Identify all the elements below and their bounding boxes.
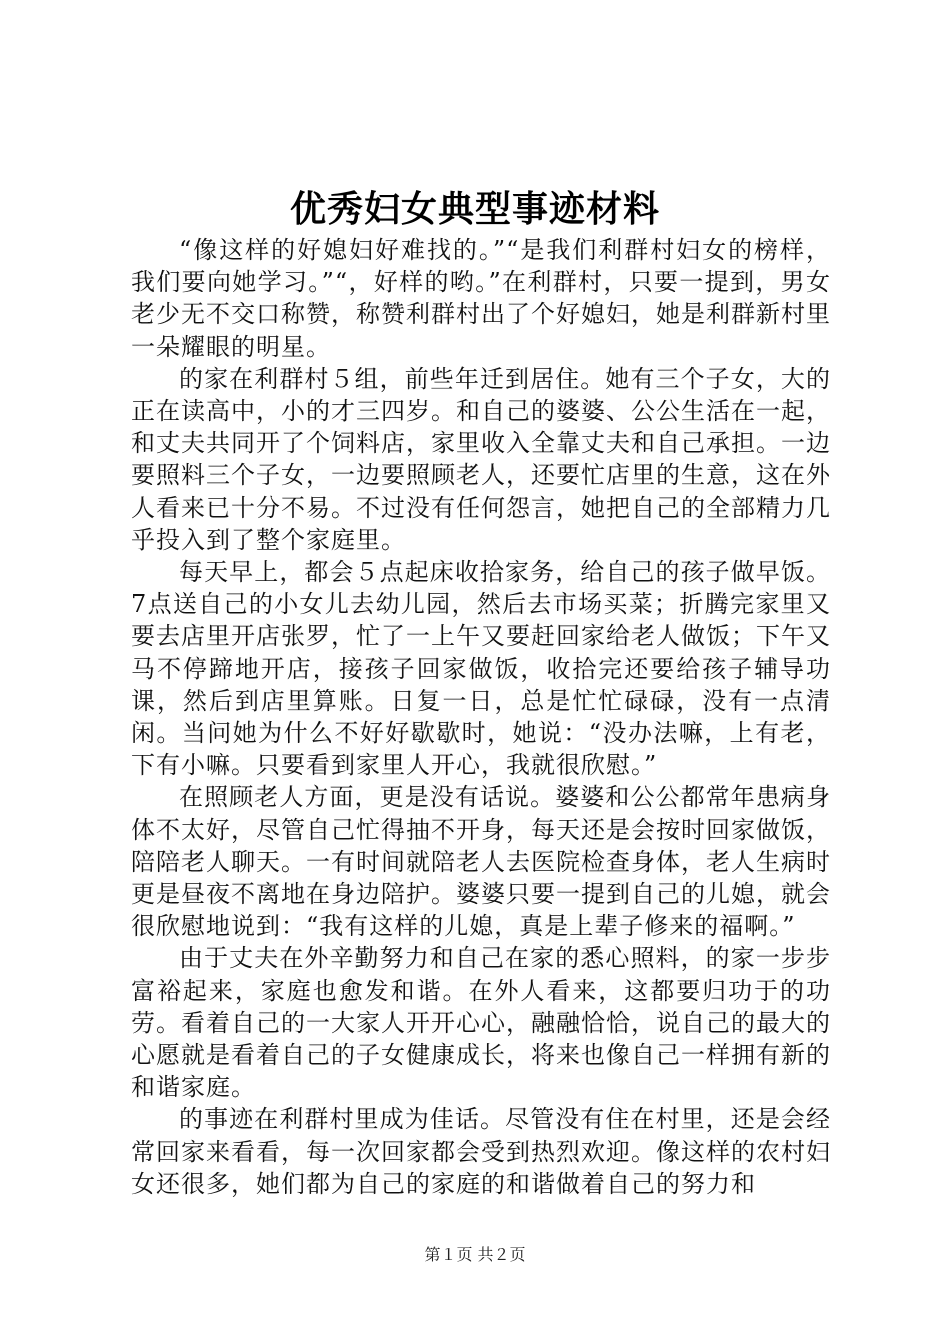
document-body [131, 234, 831, 1200]
paragraph: 由于丈夫在外辛勤努力和自己在家的悉心照料，的家一步步富裕起来，家庭也愈发和谐。在外人看来，这都要归功于的功劳。看着自己的一大家人开开心心，融融恰恰，说自己的最大的心愿就是看着自己的子女健康成长，将来也像自己一样拥有新的和谐家庭。 [131, 944, 831, 1102]
paragraph: 的事迹在利群村里成为佳话。尽管没有住在村里，还是会经常回家来看看，每一次回家都会受到热烈欢迎。像这样的农村妇女还很多，她们都为自己的家庭的和谐做着自己的努力和 [131, 1105, 831, 1198]
page-number-footer: 第１页 共２页 [424, 1245, 526, 1264]
document-title: 优秀妇女典型事迹材料 [289, 188, 660, 230]
paragraph: “像这样的好媳妇好难找的。”“是我们利群村妇女的榜样，我们要向她学习。”“，好样的哟。”在利群村，只要一提到，男女老少无不交口称赞，称赞利群村出了个好媳妇，她是利群新村里一朵耀眼的明星。 [131, 236, 831, 361]
paragraph: 的家在利群村５组，前些年迁到居住。她有三个子女，大的正在读高中，小的才三四岁。和自己的婆婆、公公生活在一起，和丈夫共同开了个饲料店，家里收入全靠丈夫和自己承担。一边要照料三个子女，一边要照顾老人，还要忙店里的生意，这在外人看来已十分不易。不过没有任何怨言，她把自己的全部精力几乎投入到了整个家庭里。 [131, 364, 831, 554]
paragraph: 每天早上，都会５点起床收拾家务，给自己的孩子做早饭。7点送自己的小女儿去幼儿园，然后去市场买菜；折腾完家里又要去店里开店张罗，忙了一上午又要赶回家给老人做饭；下午又马不停蹄地开店，接孩子回家做饭，收拾完还要给孩子辅导功课，然后到店里算账。日复一日，总是忙忙碌碌，没有一点清闲。当问她为什么不好好歇歇时，她说：“没办法嘛，上有老，下有小嘛。只要看到家里人开心，我就很欣慰。” [131, 558, 831, 780]
paragraph: 在照顾老人方面，更是没有话说。婆婆和公公都常年患病身体不太好，尽管自己忙得抽不开身，每天还是会按时回家做饭，陪陪老人聊天。一有时间就陪老人去医院检查身体，老人生病时更是昼夜不离地在身边陪护。婆婆只要一提到自己的儿媳，就会很欣慰地说到：“我有这样的儿媳，真是上辈子修来的福啊。” [131, 783, 831, 941]
